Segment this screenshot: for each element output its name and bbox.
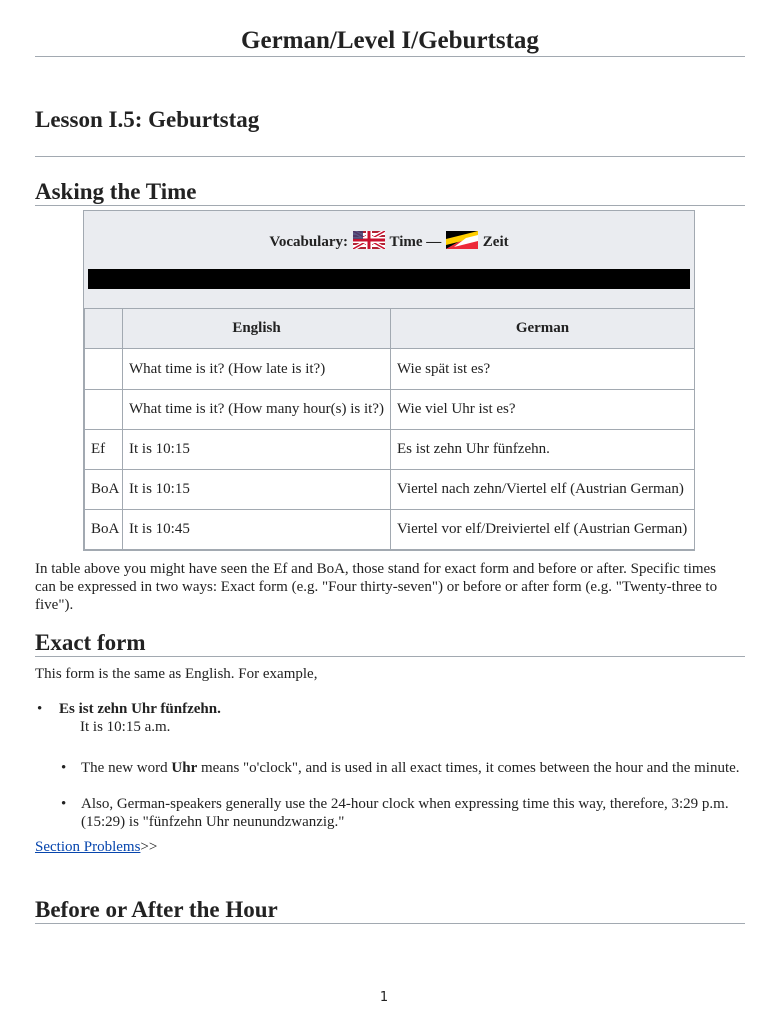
section-divider-exact-form: [35, 656, 745, 657]
row-tag: BoA: [85, 470, 123, 510]
section-heading-before-after: Before or After the Hour: [35, 897, 278, 922]
table-header-row: [85, 309, 695, 349]
section-problems-suffix: >>: [140, 839, 158, 855]
bullet-icon: •: [61, 760, 67, 776]
row-german: Wie spät ist es?: [391, 349, 695, 390]
table-row: [85, 430, 695, 470]
page-title: German/Level I/Geburtstag: [241, 27, 539, 54]
page-number: 1: [379, 990, 389, 1005]
note2-text: Also, German-speakers generally use the 24-hour clock when expressing time this way, therefore, 3:29 p.m. (15:29) is "fünfzehn Uhr neunundzwanzig.": [81, 796, 729, 830]
section-heading-asking-time: Asking the Time: [35, 179, 197, 204]
vocabulary-label: Vocabulary:: [269, 234, 348, 250]
note1-text-end: means "o'clock", and is used in all exact times, it comes between the hour and the minute.: [197, 760, 740, 776]
uk-us-flag-icon: [353, 231, 385, 249]
row-tag: [85, 349, 123, 390]
row-english: It is 10:15: [123, 430, 391, 470]
note1-bold-word: Uhr: [171, 760, 198, 776]
list-item: [61, 795, 745, 831]
intro-paragraph: In table above you might have seen the Ef and BoA, those stand for exact form and before or after. Specific times can be expressed in two ways: Exact form (e.g. "Four thirty-seven") or before or after form (e.g. "Twenty-three to five").: [35, 561, 718, 613]
table-row: [85, 510, 695, 550]
vocabulary-english-word: Time: [389, 234, 423, 250]
row-german: Viertel nach zehn/Viertel elf (Austrian German): [391, 470, 695, 510]
example-german: Es ist zehn Uhr fünfzehn.: [59, 701, 221, 717]
row-english: It is 10:45: [123, 510, 391, 550]
column-header-english: English: [123, 309, 391, 349]
vocabulary-german-word: Zeit: [482, 234, 509, 250]
redaction-bar: [88, 269, 690, 289]
section-heading-exact-form: Exact form: [35, 630, 146, 655]
table-row: [85, 470, 695, 510]
section-problems-link[interactable]: Section Problems: [35, 839, 141, 855]
table-row: [85, 390, 695, 430]
example-english: It is 10:15 a.m.: [80, 719, 171, 735]
bullet-icon: •: [61, 796, 67, 812]
title-divider: [35, 56, 745, 57]
row-tag: BoA: [85, 510, 123, 550]
row-tag: [85, 390, 123, 430]
lesson-heading: Lesson I.5: Geburtstag: [35, 107, 260, 132]
row-german: Es ist zehn Uhr fünfzehn.: [391, 430, 695, 470]
row-english: What time is it? (How many hour(s) is it?): [123, 390, 391, 430]
vocabulary-table: [84, 308, 695, 550]
row-english: It is 10:15: [123, 470, 391, 510]
de-at-flag-icon: [446, 231, 478, 249]
row-tag: Ef: [85, 430, 123, 470]
notes-list: [61, 759, 745, 831]
row-german: Viertel vor elf/Dreiviertel elf (Austrian German): [391, 510, 695, 550]
note1-text-start: The new word: [81, 760, 172, 776]
vocabulary-separator: —: [426, 234, 442, 250]
lesson-divider: [35, 156, 745, 157]
row-german: Wie viel Uhr ist es?: [391, 390, 695, 430]
row-english: What time is it? (How late is it?): [123, 349, 391, 390]
bullet-icon: •: [37, 701, 43, 717]
section-divider-asking-time: [35, 205, 745, 206]
exact-intro-text: This form is the same as English. For example,: [35, 666, 318, 682]
column-header-german: German: [391, 309, 695, 349]
section-divider-before-after: [35, 923, 745, 924]
vocabulary-box: [83, 210, 695, 551]
table-row: [85, 349, 695, 390]
vocabulary-caption: [84, 231, 694, 252]
column-header-tag: [85, 309, 123, 349]
section-problems-line: [35, 838, 735, 856]
list-item: [61, 759, 745, 777]
example-list: [37, 700, 739, 736]
list-item: [37, 700, 739, 736]
